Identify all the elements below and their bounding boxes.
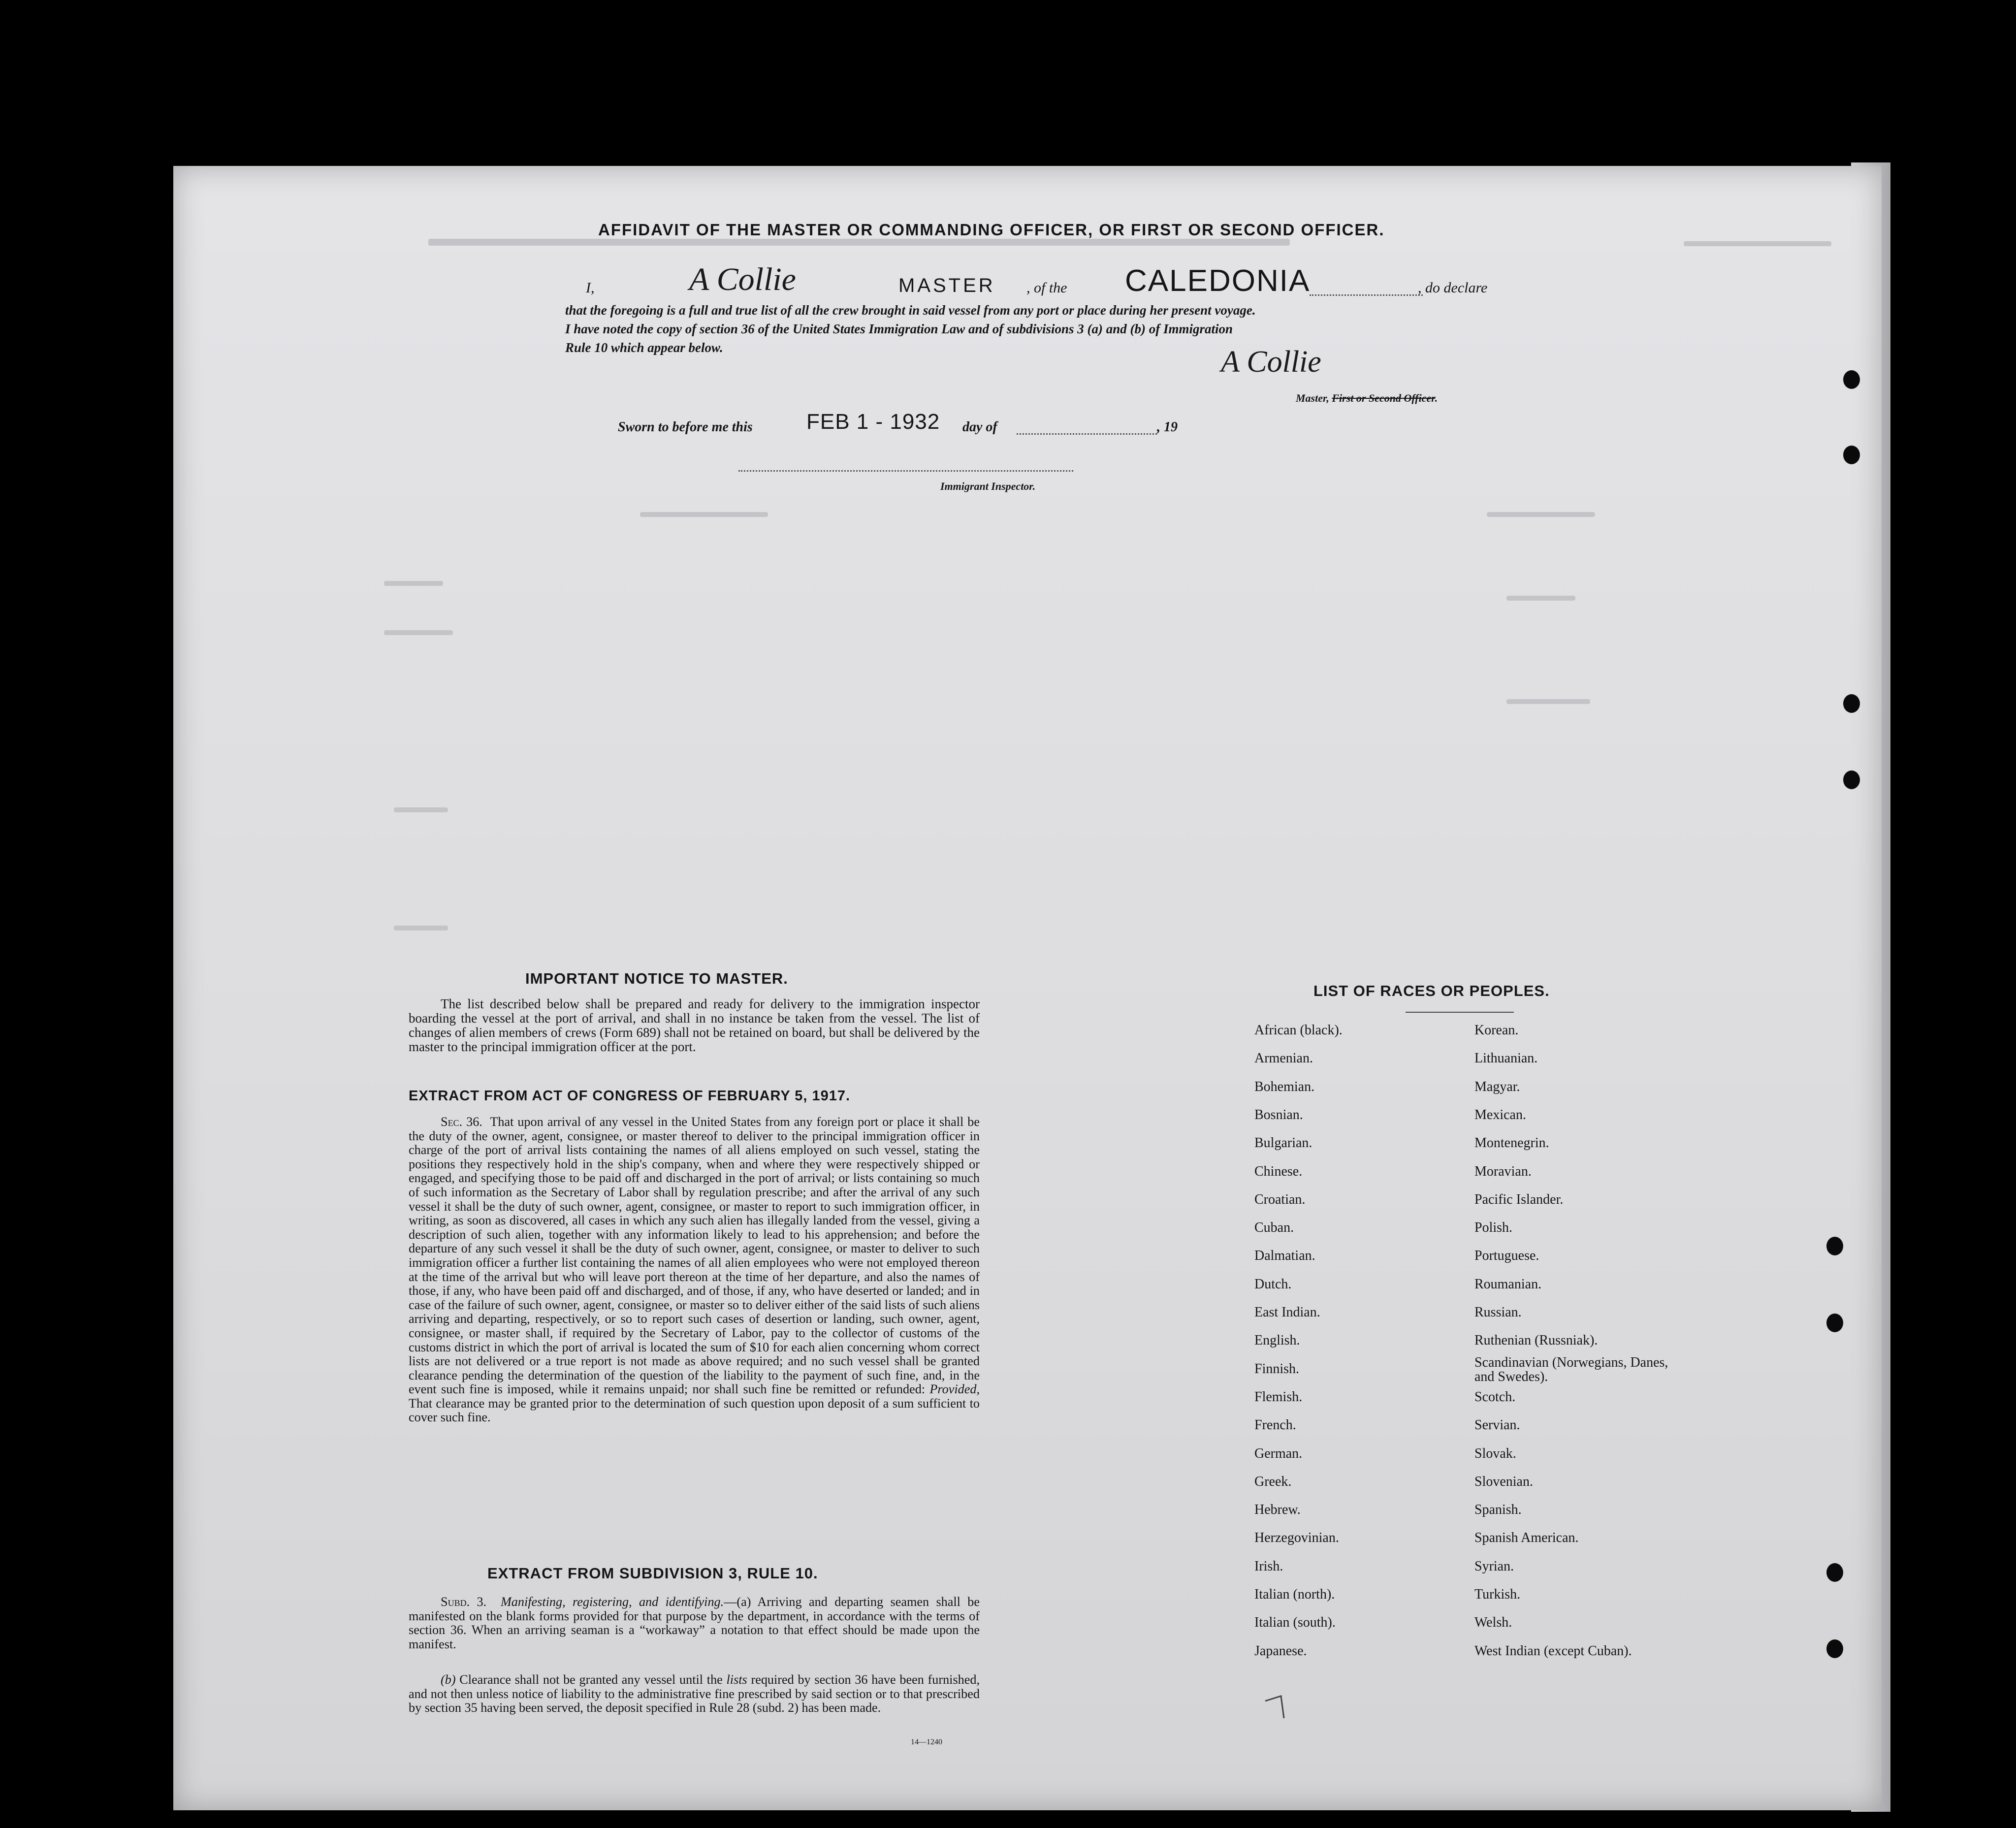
section-36-text-end: That clearance may be granted prior to the determination of such question upon deposit of a sum sufficient to cover such fine. — [409, 1396, 980, 1425]
race-item: Dalmatian. — [1254, 1248, 1315, 1264]
race-item: Moravian. — [1474, 1163, 1532, 1179]
of-the-label: , of the — [1026, 280, 1067, 296]
declarant-label: I, — [586, 280, 595, 296]
signer-struck-title: First or Second Officer — [1332, 392, 1435, 404]
race-item: Slovenian. — [1474, 1474, 1533, 1489]
bleed-through-heading — [1684, 241, 1831, 246]
race-item: Spanish. — [1474, 1502, 1522, 1518]
affidavit-title: AFFIDAVIT OF THE MASTER OR COMMANDING OFFICER, OR FIRST OR SECOND OFFICER. — [598, 221, 1385, 239]
signer-title: Master, — [1296, 392, 1332, 404]
bleed-through-mark — [1506, 596, 1575, 601]
form-number: 14—1240 — [911, 1738, 942, 1746]
race-item: Turkish. — [1474, 1587, 1521, 1602]
race-item: Croatian. — [1254, 1191, 1306, 1207]
race-item: Mexican. — [1474, 1107, 1526, 1122]
race-item: Spanish American. — [1474, 1530, 1579, 1546]
rule-extract-title: EXTRACT FROM SUBDIVISION 3, RULE 10. — [487, 1565, 818, 1582]
race-item: Montenegrin. — [1474, 1135, 1549, 1151]
do-declare-label: , do declare — [1418, 280, 1488, 296]
inspector-label: Immigrant Inspector. — [940, 480, 1036, 492]
affidavit-statement-line-1: that the foregoing is a full and true list of all the crew brought in said vessel from any port or place during her present voyage. — [565, 303, 1256, 318]
race-item: Bosnian. — [1254, 1107, 1303, 1122]
affidavit-statement-line-2: I have noted the copy of section 36 of the United States Immigration Law and of subdivisions 3 (a) and (b) of Immigration — [565, 321, 1233, 336]
race-item: Greek. — [1254, 1474, 1292, 1489]
binder-hole — [1843, 694, 1860, 713]
race-item: Scotch. — [1474, 1389, 1516, 1405]
year-prefix: , 19 — [1157, 419, 1178, 435]
race-item: Syrian. — [1474, 1558, 1514, 1574]
race-item: Herzegovinian. — [1254, 1530, 1339, 1546]
signer-title-end: . — [1435, 392, 1438, 404]
section-label: Sec. 36. — [441, 1115, 482, 1129]
act-extract-title: EXTRACT FROM ACT OF CONGRESS OF FEBRUARY 5, 1917. — [409, 1088, 851, 1104]
signer-title-line — [1296, 392, 1438, 405]
race-item: Cuban. — [1254, 1220, 1294, 1236]
race-item: Ruthenian (Russniak). — [1474, 1333, 1598, 1348]
race-item: East Indian. — [1254, 1305, 1320, 1320]
bleed-through-mark — [1487, 512, 1595, 517]
race-item: Scandinavian (Norwegians, Danes, and Swedes). — [1474, 1354, 1668, 1384]
race-item: Lithuanian. — [1474, 1051, 1538, 1066]
race-item: Irish. — [1254, 1558, 1283, 1574]
paragraph-b-mark: (b) — [441, 1672, 456, 1687]
notice-title: IMPORTANT NOTICE TO MASTER. — [525, 970, 788, 987]
bleed-through-mark — [1506, 699, 1590, 704]
race-item: Polish. — [1474, 1220, 1513, 1236]
affidavit-statement-line-3: Rule 10 which appear below. — [565, 340, 723, 355]
sworn-label: Sworn to before me this — [618, 419, 753, 435]
race-item: Bohemian. — [1254, 1079, 1315, 1094]
race-item: Welsh. — [1474, 1615, 1512, 1631]
rule-paragraph-b — [409, 1673, 980, 1715]
vessel-name-line — [1310, 294, 1423, 296]
race-item: Dutch. — [1254, 1276, 1292, 1292]
binder-hole — [1826, 1639, 1843, 1658]
paragraph-b-text-1: Clearance shall not be granted any vessel until the — [459, 1672, 723, 1687]
bleed-through-heading — [428, 239, 1290, 246]
binder-hole — [1843, 770, 1860, 789]
race-item: Roumanian. — [1474, 1276, 1542, 1292]
race-item: Hebrew. — [1254, 1502, 1301, 1518]
provided-keyword: Provided, — [929, 1382, 980, 1397]
paragraph-a-text: Arriving and departing seamen shall be manifested on the blank forms provided for that purpose by the department, in accordance with the terms of section 36. When an arriving seaman is a “workaway” a notation to that effect should be made upon the manifest. — [409, 1595, 980, 1651]
bleed-through-mark — [394, 807, 448, 812]
bleed-through-mark — [394, 926, 448, 930]
rank-label: MASTER — [898, 275, 995, 296]
binder-hole — [1843, 446, 1860, 464]
stray-pen-mark — [1260, 1694, 1290, 1733]
act-extract-body — [409, 1115, 980, 1425]
sworn-date-stamp: FEB 1 - 1932 — [806, 410, 940, 434]
race-item: English. — [1254, 1333, 1300, 1348]
races-title-rule — [1406, 1012, 1514, 1013]
binder-hole — [1826, 1237, 1843, 1255]
race-item: Servian. — [1474, 1417, 1520, 1433]
race-item: Italian (south). — [1254, 1615, 1336, 1631]
month-line — [1017, 433, 1157, 435]
race-item: Slovak. — [1474, 1445, 1516, 1461]
races-title: LIST OF RACES OR PEOPLES. — [1313, 982, 1550, 999]
race-item: Japanese. — [1254, 1643, 1307, 1659]
vessel-name: CALEDONIA — [1125, 264, 1311, 298]
bleed-through-mark — [384, 630, 453, 635]
master-signature: A Collie — [689, 261, 796, 297]
race-item: Chinese. — [1254, 1163, 1303, 1179]
bleed-through-mark — [640, 512, 768, 517]
race-item: Finnish. — [1254, 1361, 1300, 1377]
race-item: Korean. — [1474, 1023, 1519, 1038]
day-of-label: day of — [962, 419, 997, 435]
notice-body: The list described below shall be prepared and ready for delivery to the immigration inspector boarding the vessel at the port of arrival, and shall in no instance be taken from the vessel. The list of changes of alien members of crews (Form 689) shall not be retained on board, but shall be delivered by the master to the principal immigration officer at the port. — [409, 996, 980, 1054]
race-item: Bulgarian. — [1254, 1135, 1312, 1151]
race-item: Magyar. — [1474, 1079, 1520, 1094]
race-item: German. — [1254, 1445, 1303, 1461]
paragraph-a-mark: —(a) — [724, 1595, 751, 1609]
paragraph-b-text-2: required by section 36 have been furnished, and not then unless notice of liability to the administrative fine prescribed by said section or to that prescribed by section 35 having been served, the deposit specified in Rule 28 (subd. 2) has been made. — [409, 1672, 980, 1715]
inspector-signature-line — [738, 470, 1073, 472]
binder-hole — [1843, 370, 1860, 389]
officer-signature: A Collie — [1221, 345, 1321, 379]
bleed-through-mark — [384, 581, 443, 586]
paragraph-b-lists: lists — [726, 1672, 747, 1687]
race-item: Armenian. — [1254, 1051, 1313, 1066]
race-item: Flemish. — [1254, 1389, 1303, 1405]
race-item: Portuguese. — [1474, 1248, 1539, 1264]
race-item: French. — [1254, 1417, 1296, 1433]
subdivision-label: Subd. 3. — [441, 1595, 487, 1609]
section-36-text: That upon arrival of any vessel in the United States from any foreign port or place it shall be the duty of the owner, agent, consignee, or master thereof to deliver to the principal immigration officer in charge of the port of arrival lists containing the names of all aliens employed on such vessel, stating the positions they respectively hold in the ship's company, when and where they were respectively shipped or engaged, and specifying those to be paid off and discharged in the port of arrival; or lists containing so much of such information as the Secretary of Labor shall by regulation prescribe; and after the arrival of any such vessel it shall be the duty of such owner, agent, consignee, or master to report to such immigration officer, in writing, as soon as discovered, all cases in which any such alien has illegally landed from the vessel, giving a description of such alien, together with any information likely to lead to his apprehension; and before the departure of any such vessel it shall be the duty of such owner, agent, consignee, or master to deliver to such immigration officer a further list containing the names of all alien employees who were not employed thereon at the time of the arrival but who will leave port thereon at the time of her departure, and also the names of those, if any, who have been paid off and discharged, and of those, if any, who have deserted or landed; and in case of the failure of such owner, agent, consignee, or master so to deliver either of the said lists of such aliens arriving and departing, respectively, or so to report such cases of desertion or landing, such owner, agent, consignee, or master shall, if required by the Secretary of Labor, pay to the collector of customs of the customs district in which the port of arrival is located the sum of $10 for each alien concerning whom correct lists are not delivered or a true report is not made as above required; and no such vessel shall be granted clearance pending the determination of the question of the liability to the payment of such fine, and, in the event such fine is imposed, while it remains unpaid; nor shall such fine be remitted or refunded: — [409, 1115, 980, 1397]
rule-paragraph-a — [409, 1595, 980, 1651]
race-item: West Indian (except Cuban). — [1474, 1643, 1632, 1659]
subdivision-heading: Manifesting, registering, and identifying. — [500, 1595, 724, 1609]
race-item: Russian. — [1474, 1305, 1522, 1320]
manifest-page — [173, 166, 1882, 1810]
race-item: Pacific Islander. — [1474, 1191, 1564, 1207]
binder-hole — [1826, 1314, 1843, 1332]
race-item: African (black). — [1254, 1023, 1343, 1038]
race-item: Italian (north). — [1254, 1587, 1335, 1602]
binder-hole — [1826, 1563, 1843, 1582]
